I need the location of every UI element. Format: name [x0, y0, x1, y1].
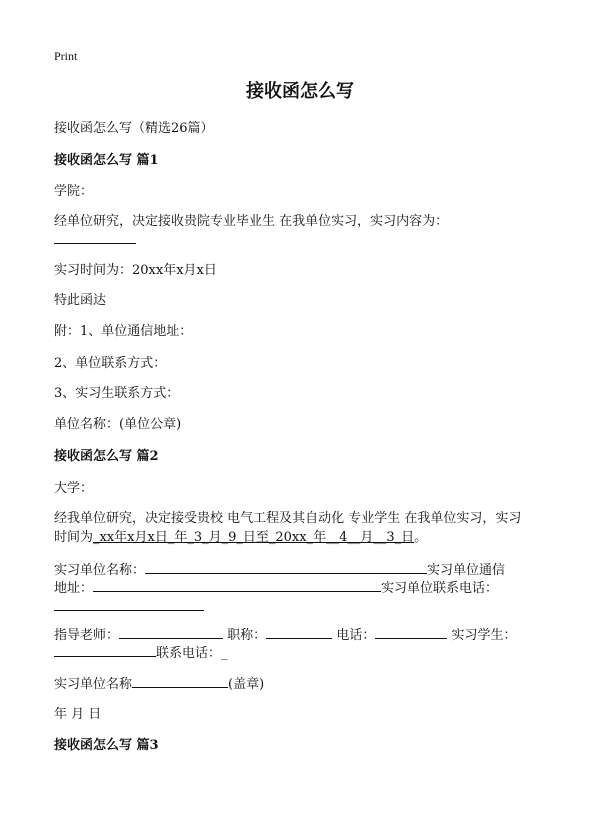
teacher-label: 指导老师： — [54, 628, 120, 643]
body-suffix: 。 — [414, 530, 428, 545]
section-heading-3: 接收函怎么写 篇3 — [54, 738, 159, 753]
date-range: _xx年x月x日_年_3_月_9_日至_20xx_年__4__月__3_日 — [93, 530, 415, 545]
date-line: 年 月 日 — [54, 707, 102, 722]
unit-addr-label: 实习单位通信 — [427, 563, 506, 578]
section-heading-1: 接收函怎么写 篇1 — [54, 153, 159, 168]
unit-phone-label: 实习单位联系电话： — [381, 581, 499, 596]
phone-blank — [375, 625, 447, 639]
student-label: 实习学生： — [451, 628, 517, 643]
body-prefix: 时间为 — [54, 530, 94, 545]
stamp-blank — [132, 674, 228, 688]
teacher-blank — [119, 625, 223, 639]
blank-line-1 — [54, 230, 136, 250]
phone-blank-row — [54, 597, 204, 617]
stamp-label: 实习单位名称 — [54, 677, 133, 692]
address-row — [54, 578, 498, 598]
page-title: 接收函怎么写 — [246, 81, 354, 102]
teacher-row — [54, 625, 516, 645]
contact-row — [54, 643, 228, 663]
unit-name-label: 实习单位名称： — [54, 563, 146, 578]
unit-name-blank — [145, 560, 427, 574]
stamp-suffix: (盖章) — [228, 677, 265, 692]
print-link[interactable]: Print — [54, 49, 78, 63]
subtitle: 接收函怎么写（精选26篇） — [54, 121, 214, 136]
attachment-2: 2、单位联系方式： — [54, 356, 167, 371]
salutation-2: 大学： — [54, 481, 94, 496]
title-blank — [266, 625, 332, 639]
body-paragraph-2b — [54, 529, 427, 547]
phone-label: 电话： — [336, 628, 376, 643]
section-heading-2: 接收函怎么写 篇2 — [54, 449, 159, 464]
attachment-1: 附：1、单位通信地址： — [54, 324, 193, 339]
address-blank — [93, 578, 381, 592]
body-paragraph-2a: 经我单位研究，决定接受贵校 电气工程及其自动化 专业学生 在我单位实习，实习 — [54, 511, 522, 526]
closing-text: 特此函达 — [54, 293, 107, 308]
contact-label: 联系电话： — [156, 646, 222, 661]
attachment-3: 3、实习生联系方式： — [54, 386, 180, 401]
addr-label: 地址： — [54, 581, 94, 596]
stamp-row — [54, 674, 264, 694]
unit-name-stamp: 单位名称：(单位公章) — [54, 417, 182, 432]
student-blank — [54, 643, 156, 657]
contact-tail: _ — [221, 646, 228, 661]
body-paragraph-1: 经单位研究，决定接收贵院专业毕业生 在我单位实习，实习内容为： — [54, 214, 449, 229]
fill-in-blank — [54, 230, 136, 244]
title-label: 职称： — [227, 628, 267, 643]
internship-time: 实习时间为：20xx年x月x日 — [54, 263, 217, 278]
salutation-1: 学院： — [54, 184, 94, 199]
unit-name-row — [54, 560, 505, 580]
unit-phone-blank — [54, 597, 204, 611]
